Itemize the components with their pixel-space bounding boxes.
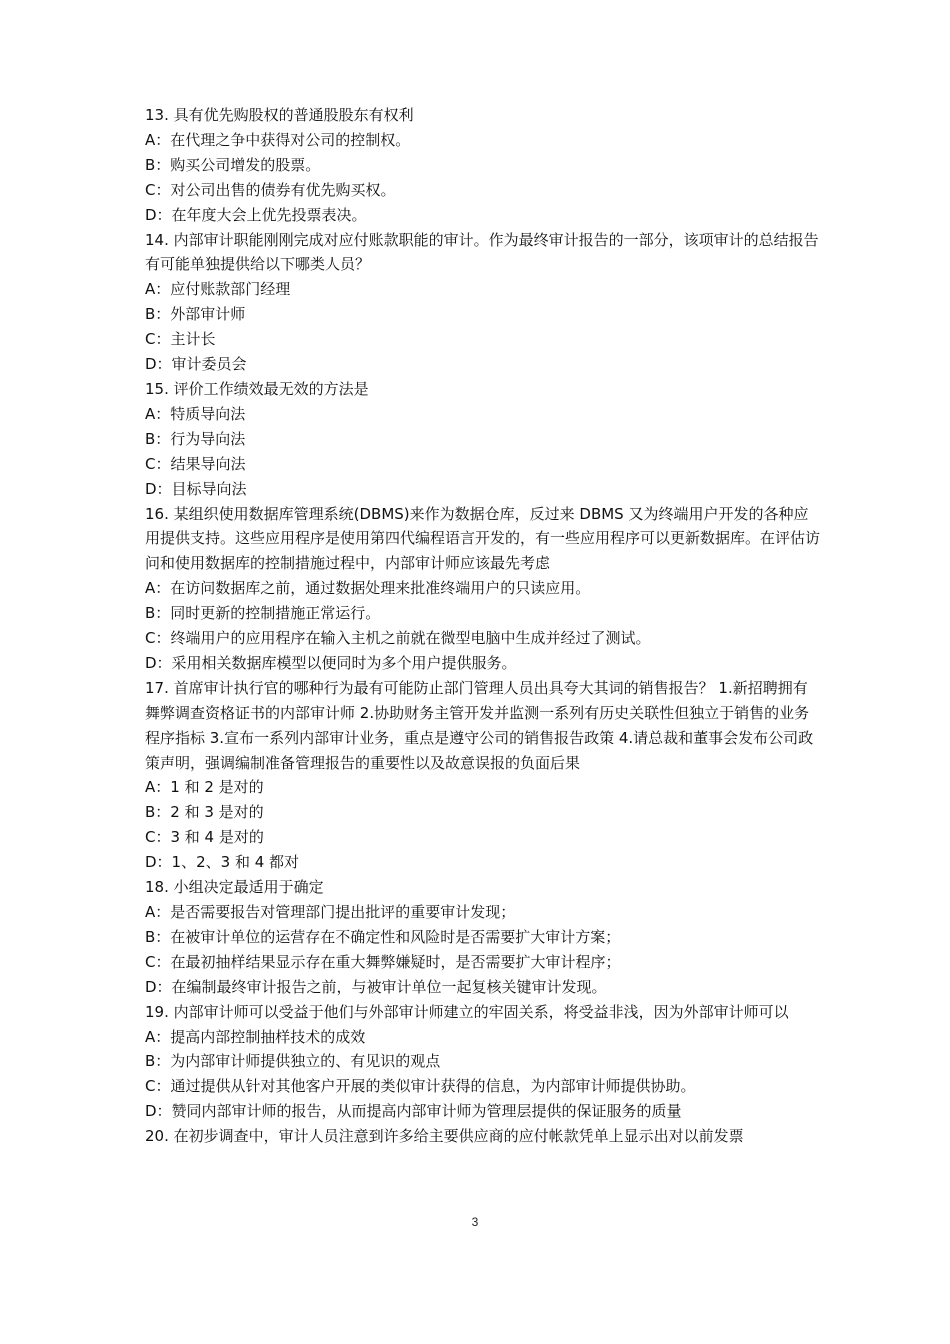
option-17-c: C：3 和 4 是对的 [145,828,264,847]
question-20: 20. 在初步调查中，审计人员注意到许多给主要供应商的应付帐款凭单上显示出对以前发票 [145,1127,744,1146]
option-15-d: D：目标导向法 [145,479,247,498]
option-13-d: D：在年度大会上优先投票表决。 [145,205,367,224]
page-body [145,103,820,1149]
option-17-b: B：2 和 3 是对的 [145,803,264,822]
option-18-d: D：在编制最终审计报告之前，与被审计单位一起复核关键审计发现。 [145,977,607,996]
option-17-d: D：1、2、3 和 4 都对 [145,853,300,872]
option-14-a: A：应付账款部门经理 [145,280,291,299]
option-16-d: D：采用相关数据库模型以便同时为多个用户提供服务。 [145,653,517,672]
option-18-a: A：是否需要报告对管理部门提出批评的重要审计发现； [145,903,516,921]
page-number: 3 [471,1215,479,1229]
option-15-c: C：结果导向法 [145,454,246,473]
option-16-c: C：终端用户的应用程序在输入主机之前就在微型电脑中生成并经过了测试。 [145,629,651,648]
option-16-a: A：在访问数据库之前，通过数据处理来批准终端用户的只读应用。 [145,579,591,598]
option-19-c: C：通过提供从针对其他客户开展的类似审计获得的信息，为内部审计师提供协助。 [145,1077,696,1096]
question-19: 19. 内部审计师可以受益于他们与外部审计师建立的牢固关系，将受益非浅，因为外部审计师可以 [145,1002,789,1021]
option-13-a: A：在代理之争中获得对公司的控制权。 [145,130,411,149]
option-14-c: C：主计长 [145,330,216,349]
question-14: 14. 内部审计职能刚刚完成对应付账款职能的审计。作为最终审计报告的一部分，该项审计的总结报告有可能单独提供给以下哪类人员？ [145,230,819,274]
option-19-b: B：为内部审计师提供独立的、有见识的观点 [145,1052,441,1071]
option-15-a: A：特质导向法 [145,404,246,423]
question-15: 15. 评价工作绩效最无效的方法是 [145,379,369,398]
option-14-d: D：审计委员会 [145,355,247,374]
option-13-c: C：对公司出售的债券有优先购买权。 [145,180,396,199]
option-13-b: B：购买公司增发的股票。 [145,155,321,174]
option-19-d: D：赞同内部审计师的报告，从而提高内部审计师为管理层提供的保证服务的质量 [145,1102,682,1121]
question-17: 17. 首席审计执行官的哪种行为最有可能防止部门管理人员出具夸大其词的销售报告？ 1.新招聘拥有舞弊调查资格证书的内部审计师 2.协助财务主管开发并监测一系列有历史关联性但独立于销售的业务程序指标 3.宣布一系列内部审计业务，重点是遵守公司的销售报告政策 4.请总裁和董事会发布公司政策声明，强调编制准备管理报告的重要性以及故意误报的负面后果 [145,678,814,772]
question-16: 16. 某组织使用数据库管理系统(DBMS)来作为数据仓库，反过来 DBMS 又为终端用户开发的各种应用提供支持。这些应用程序是使用第四代编程语言开发的，有一些应用程序可以更新数据库。在评估访问和使用数据库的控制措施过程中，内部审计师应该最先考虑 [145,504,821,573]
question-18: 18. 小组决定最适用于确定 [145,878,324,897]
question-13: 13. 具有优先购股权的普通股股东有权利 [145,106,414,124]
option-15-b: B：行为导向法 [145,429,246,448]
option-19-a: A：提高内部控制抽样技术的成效 [145,1027,366,1046]
option-18-c: C：在最初抽样结果显示存在重大舞弊嫌疑时，是否需要扩大审计程序； [145,952,621,971]
option-16-b: B：同时更新的控制措施正常运行。 [145,604,381,623]
option-18-b: B：在被审计单位的运营存在不确定性和风险时是否需要扩大审计方案； [145,927,621,946]
option-17-a: A：1 和 2 是对的 [145,778,264,797]
option-14-b: B：外部审计师 [145,305,246,324]
